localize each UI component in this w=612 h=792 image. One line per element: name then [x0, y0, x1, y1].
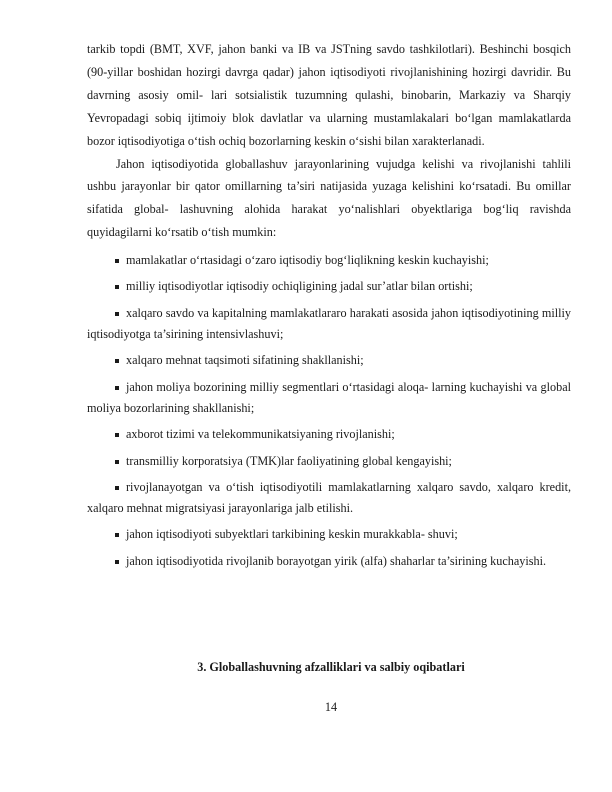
list-item: [87, 377, 571, 420]
list-item-text: mamlakatlar o‘rtasidagi o‘zaro iqtisodiy bog‘liqlikning keskin kuchayishi;: [126, 253, 489, 268]
paragraph-globalization-factors: Jahon iqtisodiyotida globallashuv jarayonlarining vujudga kelishi va rivojlanishi tahlili ushbu jarayonlar bir qator omillarning ta’siri natijasida yuzaga kelishini ko‘rsatadi. Bu omillar sifatida global- lashuvning alohida harakat yo‘nalishlari obyektlariga bog‘liq ravishda quyidagilarni ko‘rsatib o‘tish mumkin:: [87, 156, 571, 240]
list-item: [87, 524, 571, 545]
list-item: [87, 477, 571, 520]
factors-list: [87, 250, 571, 572]
list-item-text: rivojlanayotgan va o‘tish iqtisodiyotili mamlakatlarning xalqaro savdo, xalqaro kredit, xalqaro mehnat migratsiyasi jarayonlariga jalb etilishi.: [87, 479, 571, 516]
list-item-text: jahon moliya bozorining milliy segmentlari o‘rtasidagi aloqa- larning kuchayishi va global moliya bozorlarining shakllanishi;: [87, 379, 571, 415]
bullet-icon: [115, 433, 119, 437]
list-item: [87, 451, 571, 472]
list-item: [87, 350, 571, 371]
bullet-icon: [115, 259, 119, 263]
paragraph-history-stage: tarkib topdi (BMT, XVF, jahon banki va IB va JSTning savdo tashkilotlari). Beshinchi bosqich (90-yillar boshidan hozirgi davrga qadar) jahon iqtisodiyoti rivojlanishining hozirgi davridir. Bu davrning asosiy omil- lari sotsialistik tuzumning qulashi, binobarin, Markaziy va Sharqiy Yevropadagi sobiq ijtimoiy blok davlatlar va ularning mustamlakalari bo‘lgan mamlakatlarda bozor iqtisodiyotiga o‘tish ochiq bozorlarning keskin o‘sishi bilan xarakterlanadi.: [87, 42, 571, 148]
bullet-icon: [115, 312, 119, 316]
list-item-text: xalqaro mehnat taqsimoti sifatining shakllanishi;: [126, 353, 364, 368]
page-number: 14: [324, 700, 338, 714]
bullet-icon: [115, 285, 119, 289]
list-item: [87, 551, 571, 572]
bullet-icon: [115, 359, 119, 363]
page-body: [87, 38, 571, 577]
section-heading: 3. Globallashuvning afzalliklari va salbiy oqibatlari: [197, 660, 465, 674]
bullet-icon: [115, 560, 119, 564]
bullet-icon: [115, 486, 119, 490]
bullet-icon: [115, 386, 119, 390]
list-item-text: transmilliy korporatsiya (TMK)lar faoliyatining global kengayishi;: [126, 453, 452, 468]
list-item: [87, 424, 571, 445]
bullet-icon: [115, 533, 119, 537]
list-item-text: jahon iqtisodiyotida rivojlanib borayotgan yirik (alfa) shaharlar ta’sirining kuchayishi.: [126, 553, 547, 568]
list-item-text: milliy iqtisodiyotlar iqtisodiy ochiqligining jadal sur’atlar bilan ortishi;: [126, 279, 473, 294]
list-item-text: jahon iqtisodiyoti subyektlari tarkibining keskin murakkabla- shuvi;: [126, 527, 458, 542]
list-item: [87, 303, 571, 346]
list-item: [87, 250, 571, 271]
list-item-text: xalqaro savdo va kapitalning mamlakatlararo harakati asosida jahon iqtisodiyotining milliy iqtisodiyotga ta’sirining intensivlashuvi;: [87, 305, 571, 342]
list-item: [87, 276, 571, 297]
list-item-text: axborot tizimi va telekommunikatsiyaning rivojlanishi;: [126, 427, 395, 442]
bullet-icon: [115, 460, 119, 464]
